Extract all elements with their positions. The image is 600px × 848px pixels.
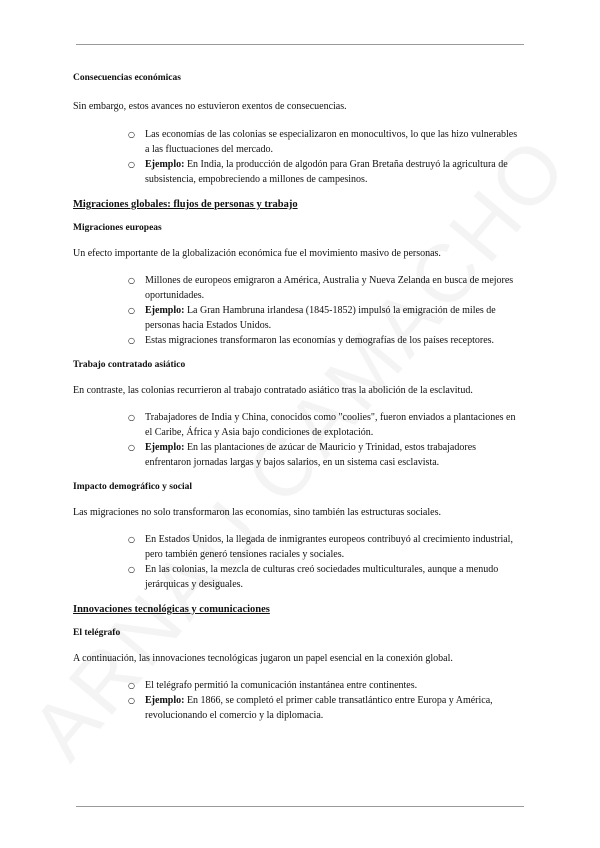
- heading-impacto-demografico: Impacto demográfico y social: [73, 482, 192, 492]
- list-item-text: Las economías de las colonias se especializaron en monocultivos, lo que las hizo vulnerables a las fluctuaciones del mercado.: [145, 129, 518, 155]
- heading-consecuencias: Consecuencias económicas: [73, 73, 181, 83]
- list-item: [73, 693, 523, 723]
- list-eu: [73, 273, 523, 348]
- example-label: Ejemplo:: [145, 442, 185, 453]
- list-item-text: En India, la producción de algodón para Gran Bretaña destruyó la agricultura de subsistencia, empobreciendo a millones de campesinos.: [145, 159, 508, 185]
- list-item-text: El telégrafo permitió la comunicación instantánea entre continentes.: [145, 680, 418, 691]
- list-item-text: En las plantaciones de azúcar de Mauricio y Trinidad, estos trabajadores enfrentaron jornadas largas y bajos salarios, en un sistema casi esclavista.: [145, 442, 477, 468]
- header-rule: [76, 44, 524, 45]
- list-item: [73, 562, 523, 592]
- list-item: [73, 127, 523, 157]
- list-item: [73, 410, 523, 440]
- paragraph-demo-intro: Las migraciones no solo transformaron las economías, sino también las estructuras sociales.: [73, 507, 441, 518]
- circle-bullet-icon: ○: [128, 160, 135, 169]
- example-label: Ejemplo:: [145, 305, 185, 316]
- list-demo: [73, 532, 523, 592]
- circle-bullet-icon: ○: [128, 336, 135, 345]
- paragraph-eu-intro: Un efecto importante de la globalización económica fue el movimiento masivo de personas.: [73, 248, 441, 259]
- paragraph-eco-intro: Sin embargo, estos avances no estuvieron exentos de consecuencias.: [73, 101, 347, 112]
- example-label: Ejemplo:: [145, 695, 185, 706]
- list-item: [73, 273, 523, 303]
- list-item: [73, 303, 523, 333]
- list-eco: [73, 127, 523, 187]
- circle-bullet-icon: ○: [128, 565, 135, 574]
- heading-migraciones-europeas: Migraciones europeas: [73, 223, 162, 233]
- section-title-innovaciones: Innovaciones tecnológicas y comunicaciones: [73, 604, 270, 615]
- list-item-text: Estas migraciones transformaron las economías y demografías de los países receptores.: [145, 335, 495, 346]
- list-item-text: En Estados Unidos, la llegada de inmigrantes europeos contribuyó al crecimiento industrial, pero también generó tensiones raciales y sociales.: [145, 534, 513, 560]
- circle-bullet-icon: ○: [128, 130, 135, 139]
- circle-bullet-icon: ○: [128, 443, 135, 452]
- list-item: [73, 440, 523, 470]
- list-asia: [73, 410, 523, 470]
- circle-bullet-icon: ○: [128, 413, 135, 422]
- list-item: [73, 333, 523, 348]
- list-item: [73, 678, 523, 693]
- list-tel: [73, 678, 523, 723]
- heading-trabajo-asiatico: Trabajo contratado asiático: [73, 360, 186, 370]
- paragraph-tel-intro: A continuación, las innovaciones tecnológicas jugaron un papel esencial en la conexión global.: [73, 653, 453, 664]
- list-item-text: Trabajadores de India y China, conocidos como "coolies", fueron enviados a plantaciones en el Caribe, África y Asia bajo condiciones de explotación.: [145, 412, 516, 438]
- circle-bullet-icon: ○: [128, 306, 135, 315]
- circle-bullet-icon: ○: [128, 696, 135, 705]
- circle-bullet-icon: ○: [128, 535, 135, 544]
- circle-bullet-icon: ○: [128, 681, 135, 690]
- example-label: Ejemplo:: [145, 159, 185, 170]
- list-item: [73, 532, 523, 562]
- circle-bullet-icon: ○: [128, 276, 135, 285]
- footer-rule: [76, 806, 524, 807]
- list-item-text: La Gran Hambruna irlandesa (1845-1852) impulsó la emigración de miles de personas hacia Estados Unidos.: [145, 305, 496, 331]
- paragraph-asia-intro: En contraste, las colonias recurrieron al trabajo contratado asiático tras la abolición de la esclavitud.: [73, 385, 473, 396]
- list-item-text: En 1866, se completó el primer cable transatlántico entre Europa y América, revolucionando el comercio y la diplomacia.: [145, 695, 493, 721]
- document-body: [73, 60, 523, 723]
- list-item-text: En las colonias, la mezcla de culturas creó sociedades multiculturales, aunque a menudo jerárquicas y desiguales.: [145, 564, 499, 590]
- list-item-text: Millones de europeos emigraron a América, Australia y Nueva Zelanda en busca de mejores oportunidades.: [145, 275, 514, 301]
- list-item: [73, 157, 523, 187]
- heading-telegrafo: El telégrafo: [73, 628, 121, 638]
- section-title-migraciones: Migraciones globales: flujos de personas y trabajo: [73, 199, 298, 210]
